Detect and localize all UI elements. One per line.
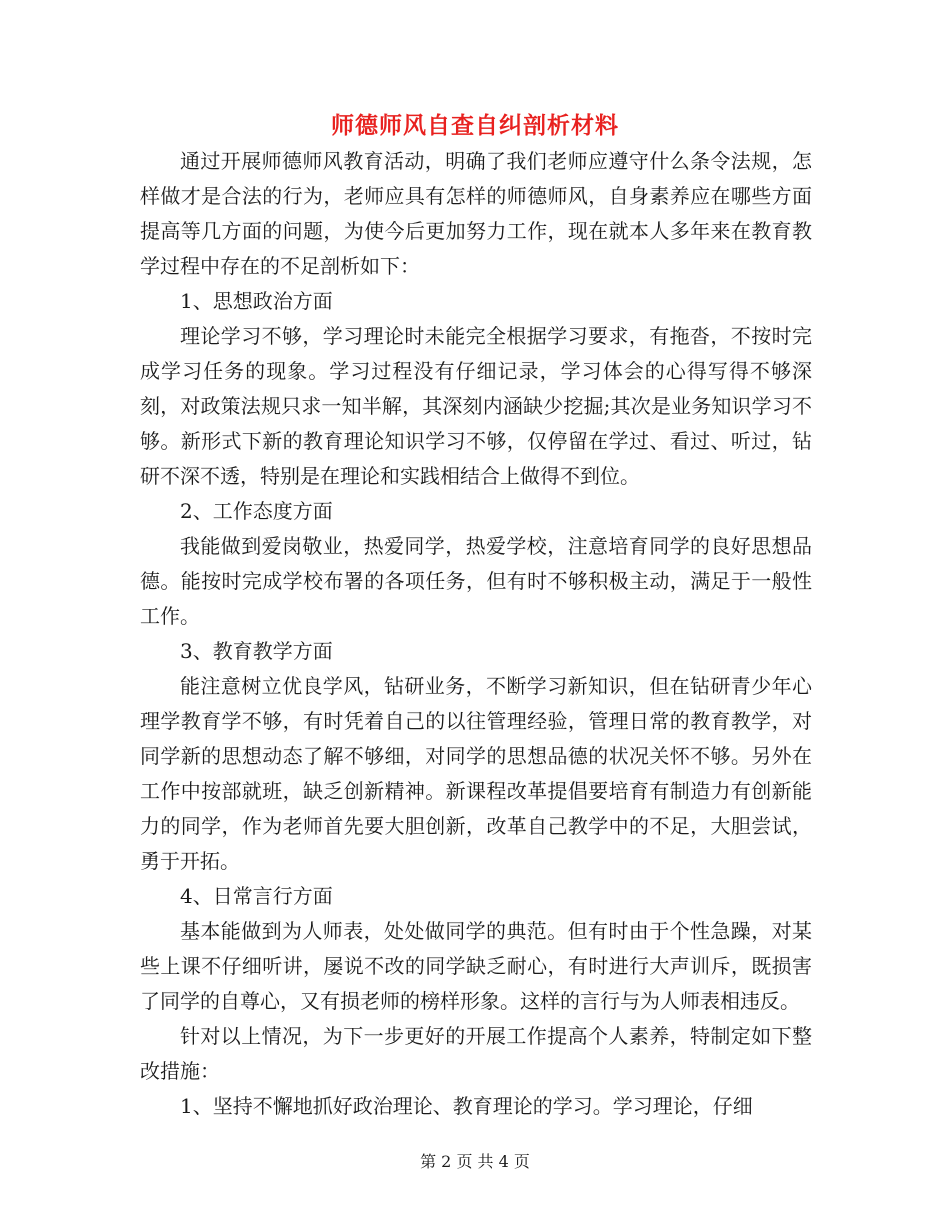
paragraph-section-4: 基本能做到为人师表，处处做同学的典范。但有时由于个性急躁，对某些上课不仔细听讲，屡说不改的同学缺乏耐心，有时进行大声训斥，既损害了同学的自尊心，又有损老师的榜样形象。这样的言行与为人师表相违反。 <box>140 919 812 1013</box>
paragraph-section-3: 能注意树立优良学风，钻研业务，不断学习新知识，但在钻研青少年心理学教育学不够，有时凭着自己的以往管理经验，管理日常的教育教学，对同学新的思想动态了解不够细，对同学的思想品德的状况关怀不够。另外在工作中按部就班，缺乏创新精神。新课程改革提倡要培育有制造力有创新能力的同学，作为老师首先要大胆创新，改革自己教学中的不足，大胆尝试，勇于开拓。 <box>140 674 812 873</box>
paragraph-intro: 通过开展师德师风教育活动，明确了我们老师应遵守什么条令法规，怎样做才是合法的行为，老师应具有怎样的师德师风，自身素养应在哪些方面提高等几方面的问题，为使今后更加努力工作，现在就本人多年来在教育教学过程中存在的不足剖析如下： <box>140 149 812 278</box>
paragraph-section-1: 理论学习不够，学习理论时未能完全根据学习要求，有拖沓，不按时完成学习任务的现象。学习过程没有仔细记录，学习体会的心得写得不够深刻，对政策法规只求一知半解，其深刻内涵缺少挖掘;其次是业务知识学习不够。新形式下新的教育理论知识学习不够，仅停留在学过、看过、听过，钻研不深不透，特别是在理论和实践相结合上做得不到位。 <box>140 324 812 488</box>
section-heading-2: 2、工作态度方面 <box>180 499 333 523</box>
document-title: 师德师风自查自纠剖析材料 <box>331 112 619 139</box>
section-heading-4: 4、日常言行方面 <box>180 884 333 908</box>
section-heading-1: 1、思想政治方面 <box>180 289 333 313</box>
paragraph-measures-intro: 针对以上情况，为下一步更好的开展工作提高个人素养，特制定如下整改措施： <box>140 1024 812 1083</box>
page-footer: 第 2 页 共 4 页 <box>420 1152 530 1171</box>
paragraph-section-2: 我能做到爱岗敬业，热爱同学，热爱学校，注意培育同学的良好思想品德。能按时完成学校布署的各项任务，但有时不够积极主动，满足于一般性工作。 <box>140 534 812 628</box>
document-body <box>140 144 812 1124</box>
paragraph-measure-1: 1、坚持不懈地抓好政治理论、教育理论的学习。学习理论，仔细 <box>180 1094 753 1118</box>
section-heading-3: 3、教育教学方面 <box>180 639 333 663</box>
